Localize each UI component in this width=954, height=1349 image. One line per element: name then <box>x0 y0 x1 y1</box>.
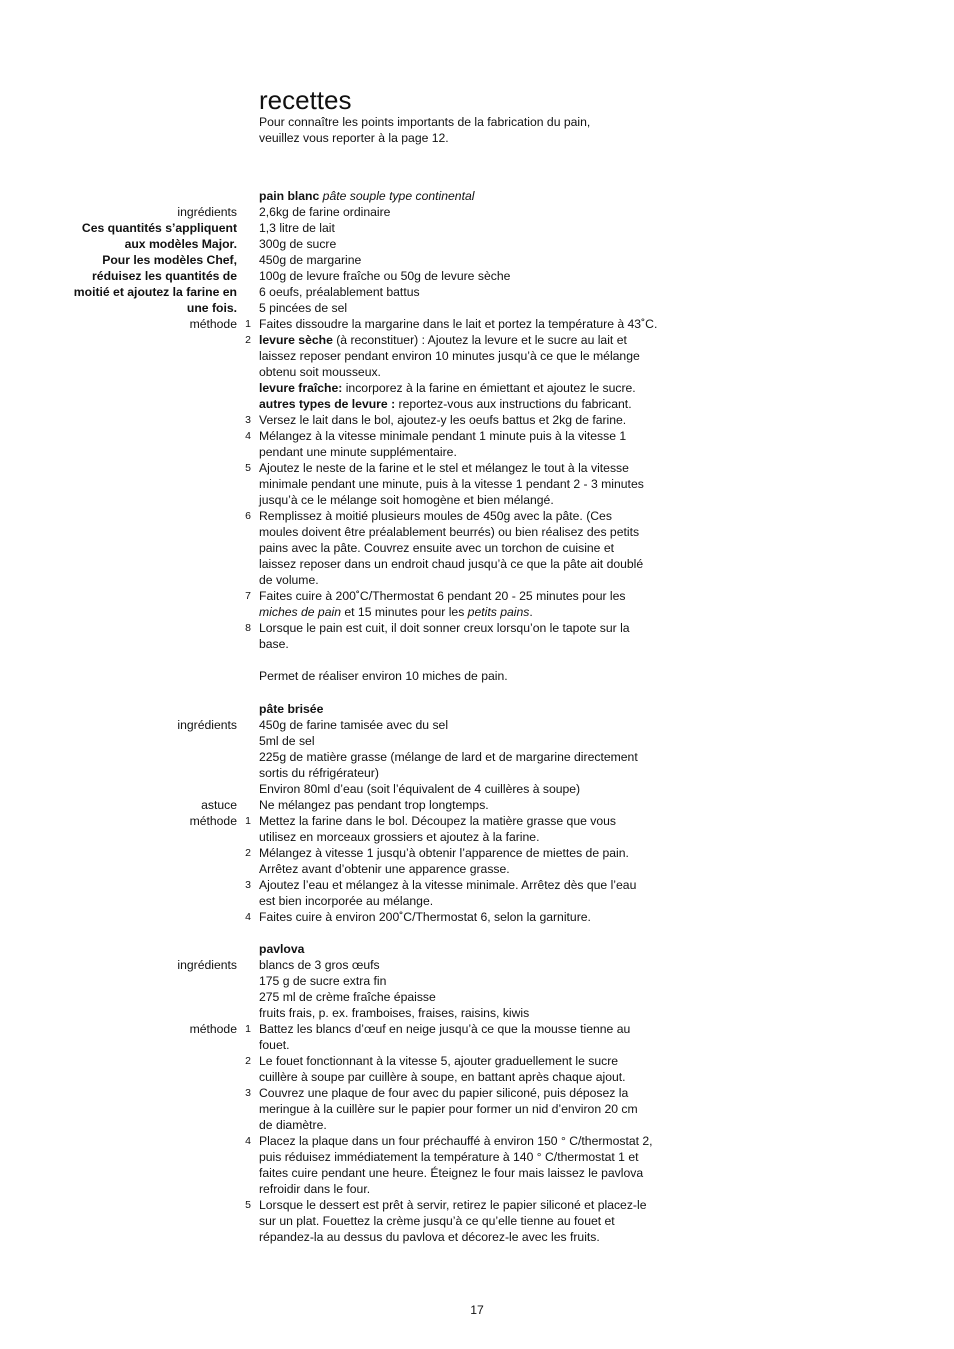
text-line <box>0 861 954 877</box>
intro-line: veuillez vous reporter à la page 12. <box>259 131 449 145</box>
text-segment: Environ 80ml d’eau (soit l’équivalent de 4 cuillères à soupe) <box>259 782 581 796</box>
text-segment: Faites cuire à 200˚C/Thermostat 6 pendant 20 - 25 minutes pour les <box>259 589 626 603</box>
line-text <box>259 1213 615 1229</box>
line-text <box>259 476 644 492</box>
text-segment: Lorsque le dessert est prêt à servir, retirez le papier siliconé et placez-le <box>259 1198 647 1212</box>
text-segment: et 15 minutes pour les <box>340 605 468 619</box>
text-segment: 175 g de sucre extra fin <box>259 974 387 988</box>
line-text <box>259 556 643 572</box>
text-segment: 450g de farine tamisée avec du sel <box>259 718 449 732</box>
text-line <box>0 1149 954 1165</box>
text-segment: 300g de sucre <box>259 237 337 251</box>
step-number: 1 <box>245 815 251 827</box>
text-segment: sur un plat. Fouettez la crème jusqu’à ce qu’elle tienne au fouet et <box>259 1214 615 1228</box>
line-text <box>259 1085 628 1101</box>
note-label: moitié et ajoutez la farine en <box>73 285 237 299</box>
line-text <box>259 1053 618 1069</box>
text-segment: reportez-vous aux instructions du fabricant. <box>395 397 632 411</box>
line-text <box>259 781 580 797</box>
text-line <box>0 364 954 380</box>
line-text <box>259 524 639 540</box>
line-text <box>259 380 636 396</box>
text-segment: répandez-la au dessus du pavlova et décorez-le avec les fruits. <box>259 1230 600 1244</box>
text-segment: Arrêtez avant d’obtenir une apparence grasse. <box>259 862 510 876</box>
text-line <box>0 508 954 524</box>
text-line <box>0 797 954 813</box>
line-text <box>259 1021 630 1037</box>
line-text <box>259 396 632 412</box>
line-text <box>259 284 420 300</box>
page-title: recettes <box>259 85 352 115</box>
line-text <box>259 877 636 893</box>
line-text <box>259 412 626 428</box>
line-text <box>259 813 616 829</box>
text-segment: blancs de 3 gros œufs <box>259 958 380 972</box>
text-line <box>0 957 954 973</box>
text-segment: meringue à la cuillère sur le papier pour former un nid d’environ 20 cm <box>259 1102 638 1116</box>
text-segment: Le fouet fonctionnant à la vitesse 5, ajouter graduellement le sucre <box>259 1054 619 1068</box>
text-segment: est bien incorporée au mélange. <box>259 894 434 908</box>
recipe-title-text: pain blanc <box>259 189 320 203</box>
recipe-title <box>259 701 323 717</box>
line-text <box>259 636 289 652</box>
text-line <box>0 717 954 733</box>
step-number: 5 <box>245 1199 251 1211</box>
text-segment: 225g de matière grasse (mélange de lard et de margarine directement <box>259 750 638 764</box>
text-line <box>0 524 954 540</box>
line-text <box>259 444 457 460</box>
intro-text <box>259 114 590 146</box>
text-line <box>0 492 954 508</box>
line-text <box>259 797 489 813</box>
note-label: réduisez les quantités de <box>92 269 237 283</box>
text-line <box>0 1181 954 1197</box>
line-text <box>259 733 315 749</box>
section-label: astuce <box>201 798 237 812</box>
text-segment: de diamètre. <box>259 1118 327 1132</box>
text-line <box>0 1229 954 1245</box>
recipe-title-text: pavlova <box>259 942 305 956</box>
text-line <box>0 268 954 284</box>
section-label: méthode <box>189 317 237 331</box>
text-line <box>0 829 954 845</box>
text-line <box>0 332 954 348</box>
text-segment: Ne mélangez pas pendant trop longtemps. <box>259 798 489 812</box>
text-segment: laissez reposer dans un endroit chaud jusqu’à ce que la pâte ait doublé <box>259 557 644 571</box>
text-segment: Faites dissoudre la margarine dans le lait et portez la température à 43˚C. <box>259 317 658 331</box>
text-line <box>0 540 954 556</box>
line-text <box>259 428 626 444</box>
text-segment: 1,3 litre de lait <box>259 221 335 235</box>
recipe-title <box>259 941 304 957</box>
note-label: aux modèles Major. <box>124 237 237 251</box>
text-line <box>0 220 954 236</box>
step-number: 3 <box>245 414 251 426</box>
text-segment: Remplissez à moitié plusieurs moules de 450g avec la pâte. (Ces <box>259 509 612 523</box>
line-text <box>259 1229 600 1245</box>
step-number: 8 <box>245 622 251 634</box>
text-segment: obtenu soit mousseux. <box>259 365 381 379</box>
text-line <box>0 749 954 765</box>
line-text <box>259 300 347 316</box>
text-line <box>0 1197 954 1213</box>
text-line <box>0 412 954 428</box>
text-segment: sortis du réfrigérateur) <box>259 766 379 780</box>
text-line <box>0 620 954 636</box>
text-line <box>0 781 954 797</box>
text-line <box>0 893 954 909</box>
text-segment: Ajoutez le neste de la farine et le stel et mélangez le tout à la vitesse <box>259 461 629 475</box>
step-number: 1 <box>245 318 251 330</box>
intro-line: Pour connaître les points importants de la fabrication du pain, <box>259 115 591 129</box>
line-text <box>259 508 612 524</box>
line-text <box>259 268 510 284</box>
text-line <box>0 428 954 444</box>
line-text <box>259 460 629 476</box>
step-number: 7 <box>245 590 251 602</box>
text-line <box>0 1165 954 1181</box>
step-number: 2 <box>245 847 251 859</box>
line-text <box>259 316 657 332</box>
text-segment: laissez reposer pendant environ 10 minutes jusqu’à ce que le mélange <box>259 349 640 363</box>
text-line <box>0 300 954 316</box>
text-line <box>0 765 954 781</box>
text-segment: (à reconstituer) : Ajoutez la levure et le sucre au lait et <box>332 333 627 347</box>
text-segment: Lorsque le pain est cuit, il doit sonner creux lorsqu’on le tapote sur la <box>259 621 630 635</box>
line-text <box>259 845 629 861</box>
text-line <box>0 668 954 684</box>
note-label: Pour les modèles Chef, <box>102 253 237 267</box>
text-line <box>0 1053 954 1069</box>
line-text <box>259 1037 290 1053</box>
step-number: 4 <box>245 1135 251 1147</box>
text-line <box>0 444 954 460</box>
text-segment: Mélangez à la vitesse minimale pendant 1 minute puis à la vitesse 1 <box>259 429 627 443</box>
line-text <box>259 1101 638 1117</box>
line-text <box>259 1117 327 1133</box>
text-segment: . <box>529 605 533 619</box>
line-text <box>259 364 381 380</box>
text-segment: pendant une minute supplémentaire. <box>259 445 457 459</box>
line-text <box>259 588 626 604</box>
text-line <box>0 1005 954 1021</box>
line-text <box>259 1165 643 1181</box>
line-text <box>259 252 361 268</box>
recipe-heading <box>0 941 954 957</box>
line-text <box>259 893 433 909</box>
line-text <box>259 220 335 236</box>
text-line <box>0 636 954 652</box>
line-text <box>259 236 336 252</box>
step-number: 1 <box>245 1023 251 1035</box>
line-text <box>259 1149 639 1165</box>
text-segment: fouet. <box>259 1038 290 1052</box>
text-segment: de volume. <box>259 573 319 587</box>
text-line <box>0 460 954 476</box>
step-number: 3 <box>245 879 251 891</box>
text-segment: faites cuire pendant une heure. Éteignez le four mais laissez le pavlova <box>259 1166 644 1180</box>
text-line <box>0 1117 954 1133</box>
text-segment: 2,6kg de farine ordinaire <box>259 205 391 219</box>
note-label: une fois. <box>186 301 237 315</box>
recipe-heading <box>0 188 954 204</box>
text-line <box>0 1133 954 1149</box>
text-line <box>0 1037 954 1053</box>
text-line <box>0 989 954 1005</box>
step-number: 3 <box>245 1087 251 1099</box>
text-segment: 5 pincées de sel <box>259 301 348 315</box>
text-segment: moules doivent être préalablement beurrés) ou bien réalisez des petits <box>259 525 640 539</box>
text-segment: 275 ml de crème fraîche épaisse <box>259 990 436 1004</box>
recipe-title-text: pâte brisée <box>259 702 324 716</box>
page-number: 17 <box>470 1303 484 1317</box>
text-segment: base. <box>259 637 289 651</box>
text-segment: 100g de levure fraîche ou 50g de levure sèche <box>259 269 511 283</box>
emphasis-term: levure sèche <box>259 333 333 347</box>
text-segment: 450g de margarine <box>259 253 362 267</box>
text-segment: incorporez à la farine en émiettant et ajoutez le sucre. <box>342 381 636 395</box>
text-segment: Mélangez à vitesse 1 jusqu’à obtenir l’apparence de miettes de pain. <box>259 846 629 860</box>
section-label: méthode <box>189 814 237 828</box>
text-segment: Mettez la farine dans le bol. Découpez la matière grasse que vous <box>259 814 617 828</box>
line-text <box>259 957 380 973</box>
line-text <box>259 1005 529 1021</box>
text-line <box>0 845 954 861</box>
text-segment: utilisez en morceaux grossiers et ajoutez à la farine. <box>259 830 540 844</box>
line-text <box>259 348 640 364</box>
step-number: 2 <box>245 334 251 346</box>
text-line <box>0 572 954 588</box>
step-number: 4 <box>245 911 251 923</box>
text-line <box>0 1213 954 1229</box>
emphasis-term: levure fraîche: <box>259 381 343 395</box>
step-number: 6 <box>245 510 251 522</box>
text-line <box>0 877 954 893</box>
text-line <box>0 973 954 989</box>
text-line <box>0 204 954 220</box>
text-line <box>0 556 954 572</box>
section-label: ingrédients <box>177 205 237 219</box>
text-line <box>0 909 954 925</box>
line-text <box>259 204 390 220</box>
recipe-heading <box>0 701 954 717</box>
text-line <box>0 1021 954 1037</box>
text-segment: Placez la plaque dans un four préchauffé à environ 150 ° C/thermostat 2, <box>259 1134 653 1148</box>
text-line <box>0 1069 954 1085</box>
text-segment: Faites cuire à environ 200˚C/Thermostat 6, selon la garniture. <box>259 910 591 924</box>
section-label: ingrédients <box>177 958 237 972</box>
line-text <box>259 749 638 765</box>
line-text <box>259 989 436 1005</box>
text-segment: Battez les blancs d’œuf en neige jusqu’à ce que la mousse tienne au <box>259 1022 631 1036</box>
text-line <box>0 396 954 412</box>
text-line <box>0 348 954 364</box>
text-line <box>0 236 954 252</box>
text-line <box>0 1101 954 1117</box>
text-segment: jusqu’à ce le mélange soit homogène et bien mélangé. <box>259 493 554 507</box>
line-text <box>259 1181 370 1197</box>
line-text <box>259 492 554 508</box>
section-label: méthode <box>189 1022 237 1036</box>
text-line <box>0 284 954 300</box>
line-text <box>259 717 448 733</box>
line-text <box>259 765 379 781</box>
text-segment: 5ml de sel <box>259 734 315 748</box>
text-segment: Permet de réaliser environ 10 miches de pain. <box>259 669 508 683</box>
italic-term: miches de pain <box>259 605 341 619</box>
line-text <box>259 540 614 556</box>
text-line <box>0 588 954 604</box>
text-line <box>0 733 954 749</box>
text-segment: Couvrez une plaque de four avec du papier siliconé, puis déposez la <box>259 1086 629 1100</box>
line-text <box>259 332 627 348</box>
line-text <box>259 829 539 845</box>
text-line <box>0 316 954 332</box>
note-label: Ces quantités s’appliquent <box>81 221 237 235</box>
text-line <box>0 380 954 396</box>
text-line <box>0 604 954 620</box>
text-segment: Ajoutez l’eau et mélangez à la vitesse minimale. Arrêtez dès que l’eau <box>259 878 637 892</box>
italic-term: petits pains <box>467 605 530 619</box>
text-segment: pains avec la pâte. Couvrez ensuite avec un torchon de cuisine et <box>259 541 615 555</box>
text-segment: minimale pendant une minute, puis à la vitesse 1 pendant 2 - 3 minutes <box>259 477 644 491</box>
section-label: ingrédients <box>177 718 237 732</box>
text-segment: fruits frais, p. ex. framboises, fraises, raisins, kiwis <box>259 1006 530 1020</box>
line-text <box>259 572 319 588</box>
line-text <box>259 909 591 925</box>
line-text <box>259 604 533 620</box>
recipe-subtitle: pâte souple type continental <box>322 189 475 203</box>
line-text <box>259 1133 653 1149</box>
emphasis-term: autres types de levure : <box>259 397 396 411</box>
recipe-title <box>259 188 474 204</box>
line-text <box>259 1069 626 1085</box>
text-line <box>0 252 954 268</box>
text-line <box>0 652 954 668</box>
text-line <box>0 813 954 829</box>
line-text <box>259 668 508 684</box>
text-segment: puis réduisez immédiatement la température à 140 ° C/thermostat 1 et <box>259 1150 639 1164</box>
step-number: 4 <box>245 430 251 442</box>
step-number: 2 <box>245 1055 251 1067</box>
line-text <box>259 620 630 636</box>
text-segment: refroidir dans le four. <box>259 1182 371 1196</box>
step-number: 5 <box>245 462 251 474</box>
text-segment: Versez le lait dans le bol, ajoutez-y les oeufs battus et 2kg de farine. <box>259 413 627 427</box>
text-line <box>0 1085 954 1101</box>
line-text <box>259 973 386 989</box>
line-text <box>259 861 510 877</box>
text-segment: cuillère à soupe par cuillère à soupe, en battant après chaque ajout. <box>259 1070 626 1084</box>
text-segment: 6 oeufs, préalablement battus <box>259 285 420 299</box>
text-line <box>0 476 954 492</box>
line-text <box>259 1197 646 1213</box>
